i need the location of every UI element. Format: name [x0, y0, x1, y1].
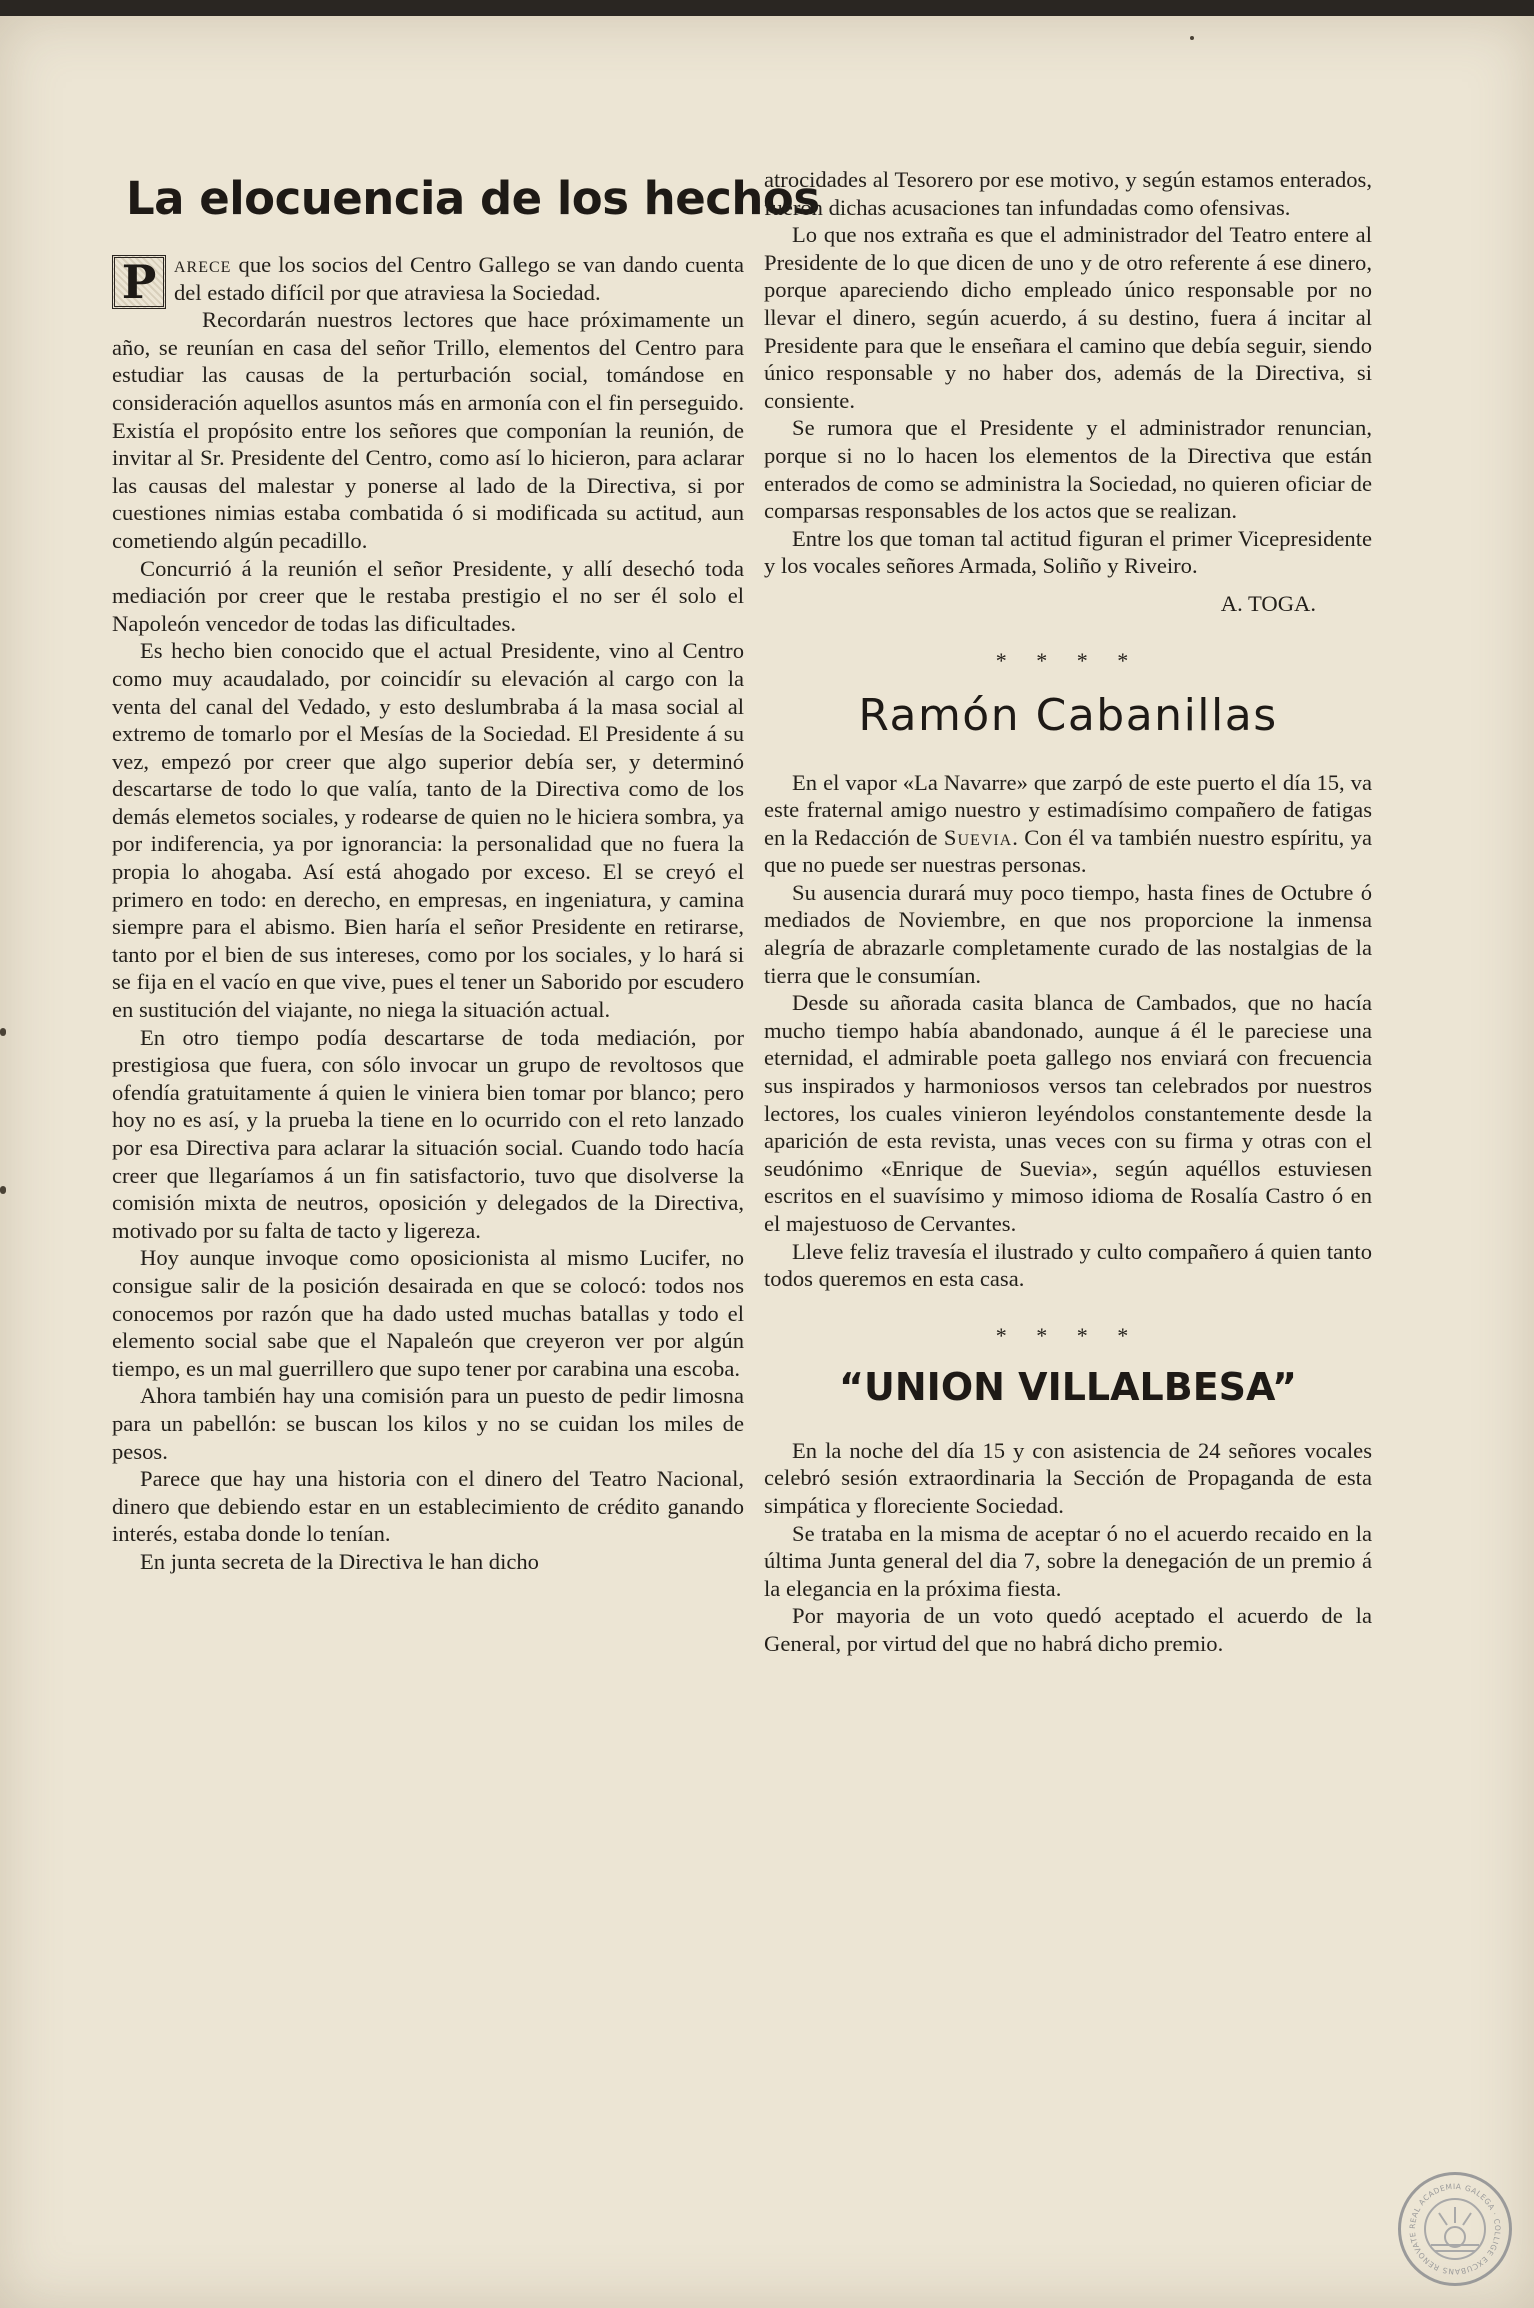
- article-headline: La elocuencia de los hechos: [126, 172, 820, 225]
- paragraph: En otro tiempo podía descartarse de toda mediación, por prestigiosa que fuera, con sólo invocar un grupo de revoltosos que ofendía gratuitamente á quien le viniera bien tomar por blanco; pero hoy no es así, y la prueba la tiene en lo ocurrido con el reto lanzado por esa Directiva para aclarar la situación social. Cuando todo hacía creer que llegaríamos á un fin satisfactorio, tuvo que disolverse la comisión mixta de neutros, oposición y delegados de la Directiva, motivado por su falta de tacto y ligereza.: [112, 1024, 744, 1243]
- paragraph: Lleve feliz travesía el ilustrado y culto compañero á quien tanto todos queremos en esta casa.: [764, 1238, 1372, 1292]
- paragraph: atrocidades al Tesorero por ese motivo, y según estamos enterados, fueron dichas acusaciones tan infundadas como ofensivas.: [764, 167, 1372, 220]
- paragraph: Ahora también hay una comisión para un puesto de pedir limosna para un pabellón: se buscan los kilos y no se cuidan los miles de pesos.: [112, 1383, 744, 1464]
- paragraph: Se trataba en la misma de aceptar ó no el acuerdo recaido en la última Junta general del dia 7, sobre la denegación de un premio á la elegancia en la próxima fiesta.: [764, 1520, 1372, 1601]
- svg-text:REAL ACADEMIA GALEGA · COLLIGE: [1408, 2182, 1502, 2276]
- seal-text: REAL ACADEMIA GALEGA · COLLIGE EXCUBANS RENOVATE: [1407, 2181, 1503, 2277]
- paragraph: Entre los que toman tal actitud figuran el primer Vicepresidente y los vocales señores Armada, Soliño y Riveiro.: [764, 525, 1372, 579]
- section-title-union-villalbesa: “UNION VILLALBESA”: [839, 1364, 1297, 1409]
- paragraph: Concurrió á la reunión el señor Presidente, y allí desechó toda mediación por creer que le restaba prestigio el no ser él solo el Napoleón vencedor de todas las dificultades.: [112, 555, 744, 636]
- binding-mark: [0, 1028, 6, 1036]
- paragraph-text: que los socios del Centro Gallego se van dando cuenta del estado difícil por que atraviesa la Sociedad.: [174, 252, 744, 305]
- left-column: [112, 154, 820, 1576]
- magazine-name: Suevia: [943, 824, 1013, 850]
- author-signature: A. TOGA.: [1220, 590, 1316, 616]
- paragraph-text: En el vapor «La Navarre» que zarpó de este puerto el día 15, va este fraternal amigo nuestro y estimadísimo compañero de fatigas en la Redacción de: [764, 769, 1372, 850]
- section-separator: * * * *: [995, 647, 1141, 673]
- paragraph: En la noche del día 15 y con asistencia de 24 señores vocales celebró sesión extraordinaria la Sección de Propaganda de esta simpática y floreciente Sociedad.: [764, 1437, 1372, 1518]
- right-column: [764, 166, 1372, 1658]
- paragraph: Se rumora que el Presidente y el administrador renuncian, porque si no lo hacen los elementos de la Directiva que están enterados de como se administra la Sociedad, no quieren oficiar de comparsas responsables de los actos que se realizan.: [764, 415, 1372, 524]
- paper-speck: [1190, 36, 1194, 40]
- paragraph: Por mayoria de un voto quedó aceptado el acuerdo de la General, por virtud del que no habrá dicho premio.: [764, 1603, 1372, 1656]
- paragraph: [112, 251, 744, 309]
- section-separator: * * * *: [995, 1322, 1141, 1348]
- lead-smallcaps: arece: [174, 252, 232, 277]
- document-page: [0, 16, 1534, 2308]
- academy-seal-stamp: [1398, 2172, 1512, 2286]
- paragraph: En junta secreta de la Directiva le han dicho: [140, 1548, 539, 1574]
- paragraph: Su ausencia durará muy poco tiempo, hasta fines de Octubre ó mediados de Noviembre, en que nos proporcione la inmensa alegría de abrazarle completamente curado de las nostalgias de la tierra que le consumían.: [764, 879, 1372, 988]
- section-title-cabanillas: Ramón Cabanillas: [858, 689, 1278, 741]
- binding-mark: [0, 1186, 6, 1194]
- dropcap-ornament: P: [112, 255, 166, 309]
- paragraph: [764, 769, 1372, 879]
- paragraph: Lo que nos extraña es que el administrador del Teatro entere al Presidente de lo que dicen de uno y de otro referente á ese dinero, porque apareciendo dicho empleado único responsable por no llevar el dinero, según acuerdo, á su destino, fuera á incitar al Presidente para que le enseñara el camino que debía seguir, siendo único responsable y no haber dos, además de la Directiva, si consiente.: [764, 222, 1372, 413]
- paragraph-text: . Con él va también nuestro espíritu, ya que no puede ser nuestras personas.: [764, 824, 1372, 878]
- paragraph: Es hecho bien conocido que el actual Presidente, vino al Centro como muy acaudalado, por coincidír su elevación al cargo con la venta del canal del Vedado, y esto deslumbraba á la masa social al extremo de tomarlo por el Mesías de la Sociedad. El Presidente á su vez, empezó por creer que algo superior debía ser, y determinó descartarse de todo lo que valía, tanto de la Directiva como de los demás elemetos sociales, y rodearse de quien no le hiciera sombra, ya por indiferencia, ya por ignorancia: la personalidad que no fuera la propia lo ahogaba. Así está ahogado por exceso. El se creyó el primero en todo: en derecho, en empresas, en ingeniatura, y camina siempre para el abismo. Bien haría el señor Presidente en retirarse, tanto por el bien de sus intereses, como por los sociales, y lo hará si se fija en el vacío en que vive, pues el tener un Saborido por escudero en sustitución del viajante, no niega la situación actual.: [112, 638, 744, 1023]
- paragraph: Recordarán nuestros lectores que hace próximamente un año, se reunían en casa del señor Trillo, elementos del Centro para estudiar las causas de la perturbación social, tomándose en consideración aquellos asuntos más en armonía con el fin perseguido. Existía el propósito entre los señores que componían la reunión, de invitar al Sr. Presidente del Centro, como así lo hicieron, para aclarar las causas del malestar y ponerse al lado de la Directiva, si por cuestiones nimias estaba combatida ó si modificada su actitud, aun cometiendo algún pecadillo.: [112, 307, 744, 553]
- paragraph: Desde su añorada casita blanca de Cambados, que no hacía mucho tiempo había abandonado, aunque á él le pareciese una eternidad, el admirable poeta gallego nos enviará con frecuencia sus inspirados y harmoniosos versos tan celebrados por nuestros lectores, los cuales vinieron leyéndolos constantemente desde la aparición de esta revista, unas veces con su firma y otras con el seudónimo «Enrique de Suevia», según aquéllos estuviesen escritos en el suavísimo y mimoso idioma de Rosalía Castro ó en el majestuoso de Cervantes.: [764, 990, 1372, 1236]
- paragraph: Parece que hay una historia con el dinero del Teatro Nacional, dinero que debiendo estar en un establecimiento de crédito ganando interés, estaba donde lo tenían.: [112, 1466, 744, 1547]
- paragraph: Hoy aunque invoque como oposicionista al mismo Lucifer, no consigue salir de la posición desairada en que se colocó: todos nos conocemos por razón que ha dado usted muchas batallas y todo el elemento social sabe que el Napaleón que creyeron ver por algún tiempo, es un mal guerrillero que supo tener por carabina una escoba.: [112, 1245, 744, 1381]
